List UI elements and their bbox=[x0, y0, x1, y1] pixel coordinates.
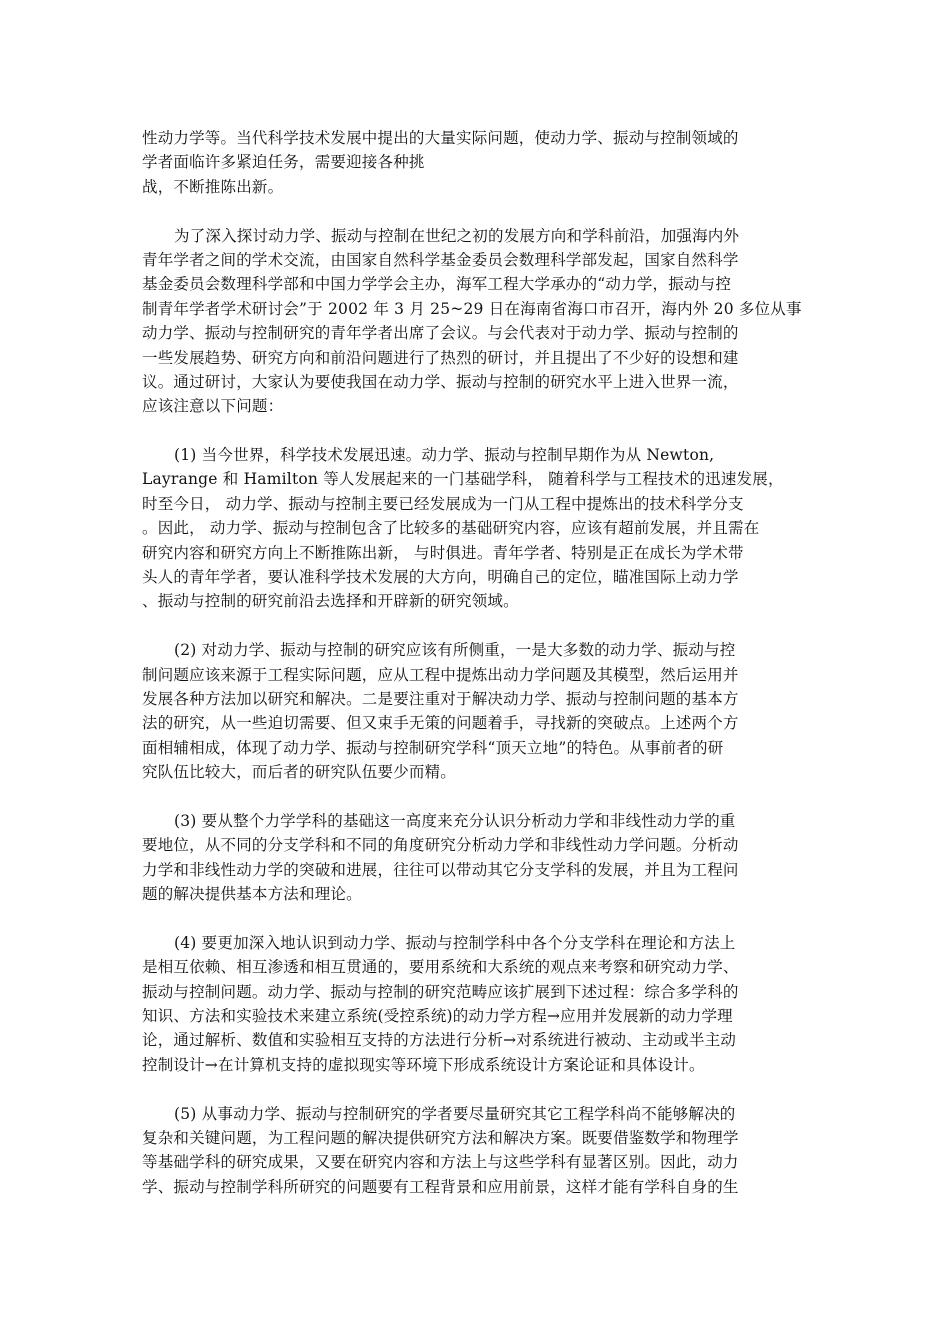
paragraph-gap bbox=[142, 199, 822, 223]
paragraph-point-1 bbox=[142, 443, 822, 614]
text-line: 究队伍比较大，而后者的研究队伍要少而精。 bbox=[142, 763, 457, 782]
text-line: 论，通过解析、数值和实验相互支持的方法进行分析→对系统进行被动、主动或半主动 bbox=[142, 1031, 737, 1050]
text-line: 复杂和关键问题，为工程问题的解决提供研究方法和解决方案。既要借鉴数学和物理学 bbox=[142, 1129, 739, 1148]
text-line: 研究内容和研究方向上不断推陈出新， 与时俱进。青年学者、特别是正在成长为学术带 bbox=[142, 543, 744, 562]
paragraph-point-5 bbox=[142, 1102, 822, 1200]
text-line: 知识、方法和实验技术来建立系统(受控系统)的动力学方程→应用并发展新的动力学理 bbox=[142, 1007, 733, 1026]
paragraph-point-4 bbox=[142, 931, 822, 1077]
paragraph-point-2 bbox=[142, 638, 822, 784]
paragraph-gap bbox=[142, 614, 822, 638]
paragraph-point-3 bbox=[142, 809, 822, 907]
text-line: 时至今日， 动力学、振动与控制主要已经发展成为一门从工程中提炼出的技术科学分支 bbox=[142, 494, 744, 513]
paragraph-intro-continued bbox=[142, 126, 822, 199]
paragraph-gap bbox=[142, 1077, 822, 1101]
text-line: 题的解决提供基本方法和理论。 bbox=[142, 885, 362, 904]
text-line: 战，不断推陈出新。 bbox=[142, 177, 284, 196]
text-line: 性动力学等。当代科学技术发展中提出的大量实际问题，使动力学、振动与控制领域的 bbox=[142, 129, 739, 147]
text-line: 振动与控制问题。动力学、振动与控制的研究范畴应该扩展到下述过程：综合多学科的 bbox=[142, 982, 739, 1001]
text-line: 制青年学者学术研讨会”于 2002 年 3 月 25~29 日在海南省海口市召开，海内外 20 多位从事 bbox=[142, 299, 802, 318]
text-line: (5) 从事动力学、振动与控制研究的学者要尽量研究其它工程学科尚不能够解决的 bbox=[174, 1104, 736, 1123]
paragraph-conference bbox=[142, 224, 822, 419]
text-line: 要地位，从不同的分支学科和不同的角度研究分析动力学和非线性动力学问题。分析动 bbox=[142, 836, 739, 855]
text-line: 为了深入探讨动力学、振动与控制在世纪之初的发展方向和学科前沿，加强海内外 bbox=[174, 226, 740, 245]
text-line: (4) 要更加深入地认识到动力学、振动与控制学科中各个分支学科在理论和方法上 bbox=[174, 933, 736, 952]
paragraph-gap bbox=[142, 785, 822, 809]
text-line: 应该注意以下问题： bbox=[142, 397, 284, 416]
text-line: 动力学、振动与控制研究的青年学者出席了会议。与会代表对于动力学、振动与控制的 bbox=[142, 324, 739, 343]
text-line: 发展各种方法加以研究和解决。二是要注重对于解决动力学、振动与控制问题的基本方 bbox=[142, 689, 739, 708]
text-line: 法的研究，从一些迫切需要、但又束手无策的问题着手，寻找新的突破点。上述两个方 bbox=[142, 714, 739, 733]
text-line: 青年学者之间的学术交流，由国家自然科学基金委员会数理科学部发起，国家自然科学 bbox=[142, 250, 739, 269]
text-line: 力学和非线性动力学的突破和进展，往往可以带动其它分支学科的发展，并且为工程问 bbox=[142, 860, 739, 879]
text-line: (3) 要从整个力学学科的基础这一高度来充分认识分析动力学和非线性动力学的重 bbox=[174, 811, 736, 830]
text-line: 议。通过研讨，大家认为要使我国在动力学、振动与控制的研究水平上进入世界一流， bbox=[142, 372, 739, 391]
text-line: (2) 对动力学、振动与控制的研究应该有所侧重，一是大多数的动力学、振动与控 bbox=[174, 641, 736, 660]
text-line: 是相互依赖、相互渗透和相互贯通的，要用系统和大系统的观点来考察和研究动力学、 bbox=[142, 958, 739, 977]
text-line: 面相辅相成，体现了动力学、振动与控制研究学科“顶天立地”的特色。从事前者的研 bbox=[142, 738, 724, 757]
text-line: 、振动与控制的研究前沿去选择和开辟新的研究领域。 bbox=[142, 592, 519, 611]
text-line: 学者面临许多紧迫任务，需要迎接各种挑 bbox=[142, 153, 425, 172]
text-line: 制问题应该来源于工程实际问题，应从工程中提炼出动力学问题及其模型，然后运用并 bbox=[142, 665, 739, 684]
text-line: 。因此， 动力学、振动与控制包含了比较多的基础研究内容，应该有超前发展，并且需在 bbox=[142, 519, 760, 538]
paragraph-gap bbox=[142, 419, 822, 443]
text-line: Layrange 和 Hamilton 等人发展起来的一门基础学科， 随着科学与工程技术的迅速发展， bbox=[142, 470, 784, 489]
text-line: 基金委员会数理科学部和中国力学学会主办，海军工程大学承办的“动力学，振动与控 bbox=[142, 275, 732, 294]
text-line: 头人的青年学者，要认准科学技术发展的大方向，明确自己的定位，瞄准国际上动力学 bbox=[142, 568, 739, 587]
text-line: 学、振动与控制学科所研究的问题要有工程背景和应用前景，这样才能有学科自身的生 bbox=[142, 1177, 739, 1196]
paragraph-gap bbox=[142, 907, 822, 931]
text-line: 一些发展趋势、研究方向和前沿问题进行了热烈的研讨，并且提出了不少好的设想和建 bbox=[142, 348, 739, 367]
text-line: (1) 当今世界，科学技术发展迅速。动力学、振动与控制早期作为从 Newton, bbox=[174, 446, 715, 465]
text-line: 控制设计→在计算机支持的虚拟现实等环境下形成系统设计方案论证和具体设计。 bbox=[142, 1055, 705, 1074]
text-line: 等基础学科的研究成果，又要在研究内容和方法上与这些学科有显著区别。因此，动力 bbox=[142, 1153, 739, 1172]
document-body bbox=[142, 126, 822, 1199]
